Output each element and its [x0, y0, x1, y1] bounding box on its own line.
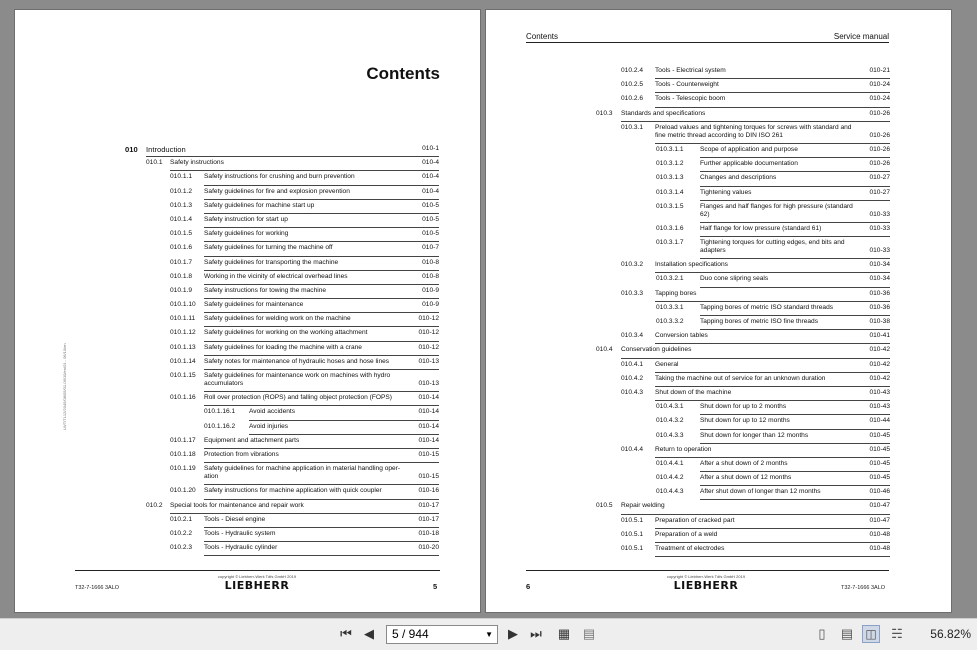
- toc-entry-title: Safety guidelines for loading the machine with a crane: [204, 343, 362, 351]
- toc-entry-title: Safety guidelines for fire and explosion prevention: [204, 187, 350, 195]
- toc-entry-page: 010-4: [422, 159, 439, 167]
- toc-entry-page: 010-15: [418, 473, 439, 481]
- toc-entry-title: Safety guidelines for maintenance work on machines with hydro: [204, 372, 391, 379]
- toc-entry-page: 010-14: [418, 408, 439, 416]
- last-page-icon[interactable]: ⏭: [530, 626, 542, 641]
- toc-entry[interactable]: [596, 401, 890, 415]
- toc-entry-page: 010-45: [869, 474, 890, 482]
- toc-entry-page: 010-34: [869, 261, 890, 269]
- continuous-view-icon[interactable]: ▤: [840, 626, 854, 641]
- toc-entry-page: 010-46: [869, 488, 890, 496]
- toc-entry[interactable]: [125, 463, 439, 485]
- toc-entry[interactable]: [596, 144, 890, 158]
- toc-entry-number: 010.5.1: [621, 530, 643, 538]
- toc-entry-number: 010.1.12: [170, 329, 196, 337]
- toc-entry-page: 010-5: [422, 215, 439, 223]
- toc-entry[interactable]: [596, 223, 890, 237]
- toc-entry-title: Safety guidelines for machine start up: [204, 201, 315, 209]
- toc-entry-page: 010-42: [869, 374, 890, 382]
- header-left: Contents: [526, 32, 559, 41]
- toc-entry-number: 010.1.16.1: [204, 408, 236, 416]
- toc-entry-number: 010.1.13: [170, 343, 196, 351]
- viewer-toolbar: [0, 618, 977, 650]
- toc-entry-number: 010.1: [146, 159, 163, 167]
- toc-entry-title: Conversion tables: [655, 332, 708, 340]
- toc-entry-title: Return to operation: [655, 445, 712, 453]
- toc-entry[interactable]: [125, 542, 439, 556]
- toc-entry-title: Safety guidelines for welding work on the machine: [204, 315, 351, 323]
- print-icon[interactable]: ▤: [582, 626, 596, 641]
- toc-entry-number: 010.3.3.1: [656, 303, 684, 311]
- toc-entry-number: 010.1.11: [170, 315, 196, 323]
- toc-entry-page: 010-16: [418, 487, 439, 495]
- toc-entry-number: 010.1.17: [170, 436, 196, 444]
- toc-entry-page: 010-14: [418, 422, 439, 430]
- toc-entry[interactable]: [125, 528, 439, 542]
- toc-entry-number: 010.1.8: [170, 272, 192, 280]
- toc-entry-title: Duo cone slipring seals: [700, 275, 769, 283]
- toc-entry[interactable]: [596, 108, 890, 122]
- toc-entry-page: 010-41: [869, 332, 890, 340]
- toc-entry-title: Installation specifications: [655, 261, 728, 269]
- two-page-continuous-view-icon[interactable]: ☵: [891, 626, 903, 641]
- toc-entry[interactable]: [596, 273, 890, 287]
- toc-entry-title: Tapping bores of metric ISO fine threads: [700, 318, 819, 325]
- toc-entry-title: Taking the machine out of service for an unknown duration: [655, 374, 826, 382]
- toc-entry-page: 010-13: [418, 357, 439, 365]
- toc-entry-page: 010-24: [869, 81, 890, 89]
- toc-entry[interactable]: [596, 415, 890, 429]
- toc-entry-number: 010.2.6: [621, 95, 643, 103]
- toc-entry-number: 010.4.4.1: [656, 459, 684, 467]
- toc-entry-number: 010.3.3: [621, 289, 643, 297]
- toc-entry[interactable]: [596, 387, 890, 401]
- footer-divider: [526, 570, 889, 571]
- toc-entry[interactable]: [596, 237, 890, 259]
- toc-entry-page: 010-5: [422, 230, 439, 238]
- toc-entry[interactable]: [125, 327, 439, 341]
- toc-entry[interactable]: [596, 158, 890, 172]
- toc-entry-underline: [655, 556, 890, 557]
- toc-entry-page: 010-33: [869, 247, 890, 255]
- page-number: 5: [433, 582, 438, 591]
- toc-entry[interactable]: [596, 201, 890, 223]
- toc-entry-title: Tools - Hydraulic system: [204, 529, 276, 537]
- toc-entry[interactable]: [125, 356, 439, 370]
- toc-entry-title: Safety instruction for start up: [204, 215, 288, 223]
- toc-entry-number: 010.2: [146, 501, 163, 509]
- toc-entry-number: 010.3.1.2: [656, 160, 684, 168]
- toc-entry-number: 010.1.10: [170, 301, 196, 309]
- toc-entry-title: Safety guidelines for transporting the machine: [204, 258, 339, 266]
- toc-entry-page: 010-26: [869, 160, 890, 168]
- toc-entry[interactable]: [125, 485, 439, 499]
- toc-entry-title: Safety instructions for machine application with quick coupler: [204, 487, 382, 495]
- toc-entry[interactable]: [596, 486, 890, 500]
- toc-entry[interactable]: [596, 444, 890, 458]
- toc-entry-page: 010-9: [422, 301, 439, 309]
- left-page: [14, 9, 481, 613]
- toc-entry-number: 010.4.1: [621, 360, 643, 368]
- toc-entry-page: 010-12: [418, 329, 439, 337]
- copyright-notice: copyright © Liebherr-Werk Tdfs GmbH 2019: [666, 574, 746, 579]
- toc-entry-title: Tools - Telescopic boom: [655, 95, 726, 103]
- toc-entry-page: 010-43: [869, 403, 890, 411]
- toc-entry-page: 010-27: [869, 174, 890, 182]
- toc-entry[interactable]: [125, 143, 439, 157]
- toc-entry[interactable]: [125, 157, 439, 171]
- toc-entry-page: 010-21: [869, 67, 890, 74]
- toc-entry-page: 010-5: [422, 201, 439, 209]
- single-page-view-icon[interactable]: ▯: [818, 626, 826, 641]
- toc-entry-page: 010-9: [422, 286, 439, 294]
- toc-entry-number: 010.1.5: [170, 230, 192, 238]
- toc-entry-title: Safety guidelines for working: [204, 230, 289, 238]
- toc-entry-title: Avoid accidents: [249, 408, 296, 416]
- toc-entry[interactable]: [596, 122, 890, 144]
- page-number-select[interactable]: [386, 625, 498, 644]
- toc-entry-number: 010.3.1.3: [656, 174, 684, 182]
- toc-entry-number: 010.4: [596, 346, 613, 354]
- toc-entry-number: 010.5.1: [621, 545, 643, 552]
- toc-entry-title-continued: adapters: [700, 247, 726, 255]
- toc-entry-title: Changes and descriptions: [700, 174, 777, 182]
- toc-entry-title: Further applicable documentation: [700, 160, 798, 168]
- toc-entry-number: 010.3: [596, 109, 613, 117]
- toc-entry[interactable]: [125, 285, 439, 299]
- side-document-code: LWT/TL12/2045/08/05/01-06/10/en/01 - 06/10/en: [62, 343, 67, 430]
- toc-entry-title: Tools - Electrical system: [655, 67, 726, 74]
- toc-entry-page: 010-4: [422, 173, 439, 181]
- toc-entry-title: Scope of application and purpose: [700, 145, 798, 153]
- toc-entry-number: 010.1.15: [170, 372, 196, 379]
- toc-entry-title-continued: 62): [700, 210, 710, 218]
- toc-entry-page: 010-27: [869, 188, 890, 196]
- toc-entry[interactable]: [125, 171, 439, 185]
- toc-entry[interactable]: [125, 449, 439, 463]
- toc-entry[interactable]: [125, 514, 439, 528]
- toc-entry-title: Safety guidelines for maintenance: [204, 301, 304, 309]
- toc-entry-number: 010.1.2: [170, 187, 192, 195]
- toc-entry-page: 010-15: [418, 450, 439, 458]
- toc-entry-title: After shut down of longer than 12 months: [700, 488, 821, 496]
- toc-entry-number: 010: [125, 145, 138, 154]
- toc-entry-title: Safety notes for maintenance of hydraulic hoses and hose lines: [204, 357, 390, 365]
- toc-entry[interactable]: [125, 370, 439, 392]
- toc-entry-number: 010.4.4.3: [656, 488, 684, 496]
- table-of-contents: [596, 65, 890, 557]
- toc-entry-number: 010.1.9: [170, 286, 192, 294]
- toc-entry-number: 010.1.18: [170, 450, 196, 458]
- toc-entry-title: After a shut down of 12 months: [700, 474, 792, 482]
- toc-entry-page: 010-4: [422, 187, 439, 195]
- toc-entry[interactable]: [125, 392, 439, 406]
- toc-entry[interactable]: [596, 543, 890, 557]
- toc-entry-page: 010-17: [418, 515, 439, 523]
- toc-entry-title: Safety guidelines for working on the working attachment: [204, 329, 368, 337]
- toc-entry-number: 010.1.16.2: [204, 422, 236, 430]
- toc-entry[interactable]: [596, 316, 890, 330]
- toc-entry[interactable]: [596, 373, 890, 387]
- toc-entry-title: Safety instructions for towing the machine: [204, 286, 327, 294]
- toc-entry-page: 010-48: [869, 545, 890, 552]
- toc-entry-page: 010-14: [418, 394, 439, 402]
- table-of-contents: [125, 143, 439, 556]
- toc-entry-page: 010-42: [869, 346, 890, 354]
- toc-entry-page: 010-24: [869, 95, 890, 103]
- first-page-icon[interactable]: ⏮: [340, 626, 352, 641]
- toc-entry-number: 010.2.5: [621, 81, 643, 89]
- toc-entry-number: 010.2.2: [170, 529, 192, 537]
- doc-code: T32-7-1666 3ALO: [841, 585, 886, 591]
- next-page-icon[interactable]: ▶: [508, 626, 518, 641]
- toc-entry-title-continued: ation: [204, 473, 219, 481]
- toc-entry-page: 010-8: [422, 272, 439, 280]
- toc-entry-number: 010.4.4: [621, 445, 643, 453]
- toc-entry[interactable]: [596, 344, 890, 358]
- toc-entry[interactable]: [125, 500, 439, 514]
- toc-entry-page: 010-1: [422, 145, 439, 152]
- toc-entry[interactable]: [125, 313, 439, 327]
- toc-entry-page: 010-45: [869, 431, 890, 439]
- header-right: Service manual: [833, 32, 889, 41]
- toc-entry-title: Safety guidelines for turning the machine off: [204, 244, 333, 252]
- toc-entry-number: 010.1.19: [170, 465, 196, 473]
- toc-entry-title-continued: fine metric thread according to DIN ISO 261: [655, 131, 783, 139]
- page-title: Contents: [366, 64, 440, 83]
- toc-entry-title: Preparation of a weld: [655, 530, 718, 538]
- toc-entry-number: 010.3.1.1: [656, 145, 684, 153]
- toc-entry[interactable]: [125, 421, 439, 435]
- toc-entry[interactable]: [125, 242, 439, 256]
- toc-entry-title: General: [655, 360, 679, 368]
- toc-entry[interactable]: [596, 79, 890, 93]
- toc-entry-page: 010-14: [418, 436, 439, 444]
- toc-entry-title: Safety instructions for crushing and burn prevention: [204, 173, 355, 181]
- toc-entry-title: Working in the vicinity of electrical overhead lines: [204, 272, 348, 280]
- toc-entry-title: Tools - Counterweight: [655, 81, 719, 89]
- page-number: 6: [526, 582, 531, 591]
- two-page-view-icon[interactable]: ◫: [862, 625, 880, 643]
- toc-entry-title: Roll over protection (ROPS) and falling object protection (FOPS): [204, 394, 393, 402]
- toc-entry-number: 010.1.6: [170, 244, 192, 252]
- toc-entry-title: Tapping bores of metric ISO standard threads: [700, 303, 834, 311]
- toc-entry-number: 010.4.3.2: [656, 417, 684, 425]
- toc-entry-page: 010-7: [422, 244, 439, 252]
- toc-entry[interactable]: [125, 200, 439, 214]
- toc-entry-page: 010-12: [418, 343, 439, 351]
- toc-entry-title: Tools - Diesel engine: [204, 515, 266, 523]
- toc-entry-title: Avoid injuries: [249, 422, 289, 430]
- toc-entry[interactable]: [596, 500, 890, 514]
- toc-entry-number: 010.4.3.1: [656, 403, 684, 411]
- toc-entry-title: Preparation of cracked part: [655, 516, 735, 524]
- liebherr-logo: LIEBHERR: [224, 579, 290, 592]
- toc-entry-number: 010.5: [596, 502, 613, 510]
- toc-entry-number: 010.1.1: [170, 173, 192, 181]
- toc-entry-number: 010.1.20: [170, 487, 196, 495]
- toc-entry-title: Tools - Hydraulic cylinder: [204, 544, 278, 552]
- toc-entry-page: 010-45: [869, 459, 890, 467]
- toc-entry[interactable]: [125, 406, 439, 420]
- toc-entry-number: 010.2.1: [170, 515, 192, 523]
- toc-entry-page: 010-26: [869, 109, 890, 117]
- toc-entry-title: Shut down for up to 12 months: [700, 417, 790, 425]
- toc-entry[interactable]: [125, 435, 439, 449]
- toc-entry-page: 010-38: [869, 318, 890, 325]
- toc-entry-title: Special tools for maintenance and repair work: [170, 501, 304, 509]
- toc-entry-title: Flanges and half flanges for high pressure (standard: [700, 202, 853, 210]
- toc-entry-page: 010-36: [869, 289, 890, 297]
- toc-entry-number: 010.4.3.3: [656, 431, 684, 439]
- toc-entry-title: Shut down for up to 2 months: [700, 403, 787, 411]
- header-divider: [526, 42, 889, 43]
- toc-entry-page: 010-36: [869, 303, 890, 311]
- toc-entry-page: 010-48: [869, 530, 890, 538]
- toc-entry-number: 010.3.1.5: [656, 202, 684, 210]
- zoom-level[interactable]: 56.82%: [930, 627, 971, 641]
- toc-entry[interactable]: [125, 228, 439, 242]
- toc-entry-title: Shut down of the machine: [655, 388, 732, 396]
- toc-entry-number: 010.1.4: [170, 215, 192, 223]
- toc-entry-title: Introduction: [146, 145, 186, 154]
- copyright-notice: copyright © Liebherr-Werk Tdfs GmbH 2019: [217, 574, 297, 579]
- previous-page-icon[interactable]: ◀: [364, 626, 374, 641]
- toc-entry-title: Tapping bores: [655, 289, 697, 297]
- toc-entry-number: 010.5.1: [621, 516, 643, 524]
- toc-entry-page: 010-8: [422, 258, 439, 266]
- toc-entry[interactable]: [125, 271, 439, 285]
- toc-entry-page: 010-44: [869, 417, 890, 425]
- toc-entry[interactable]: [596, 172, 890, 186]
- toc-entry-number: 010.3.4: [621, 332, 643, 340]
- toc-entry-page: 010-20: [418, 544, 439, 552]
- toc-entry-number: 010.3.2: [621, 261, 643, 269]
- toc-entry[interactable]: [596, 472, 890, 486]
- toc-entry[interactable]: [125, 214, 439, 228]
- toc-entry-page: 010-45: [869, 445, 890, 453]
- toc-entry[interactable]: [596, 430, 890, 444]
- toc-entry[interactable]: [596, 359, 890, 373]
- toc-entry-number: 010.2.3: [170, 544, 192, 552]
- toc-entry-title: Equipment and attachment parts: [204, 436, 300, 444]
- toc-entry-title: Safety guidelines for machine application in material handling oper-: [204, 465, 401, 473]
- export-icon[interactable]: ▦: [557, 626, 571, 641]
- toc-entry-title: Tightening torques for cutting edges, end bits and: [700, 239, 845, 247]
- toc-entry-underline: [204, 555, 439, 556]
- toc-entry[interactable]: [596, 65, 890, 79]
- toc-entry-page: 010-13: [418, 380, 439, 387]
- toc-entry[interactable]: [596, 529, 890, 543]
- toc-entry-number: 010.4.3: [621, 388, 643, 396]
- toc-entry-page: 010-33: [869, 224, 890, 232]
- toc-entry-page: 010-47: [869, 502, 890, 510]
- chevron-down-icon[interactable]: ▼: [485, 630, 493, 639]
- toc-entry-number: 010.4.4.2: [656, 474, 684, 482]
- footer-divider: [75, 570, 440, 571]
- doc-code: T32-7-1666 3ALO: [75, 585, 120, 591]
- liebherr-logo: LIEBHERR: [673, 579, 739, 592]
- toc-entry-title: Conservation guidelines: [621, 346, 692, 354]
- toc-entry[interactable]: [596, 302, 890, 316]
- toc-entry-number: 010.1.7: [170, 258, 192, 266]
- toc-entry-title: Treatment of electrodes: [655, 545, 725, 552]
- toc-entry[interactable]: [596, 330, 890, 344]
- toc-entry[interactable]: [125, 342, 439, 356]
- toc-entry-title: Half flange for low pressure (standard 61): [700, 224, 822, 232]
- toc-entry[interactable]: [125, 299, 439, 313]
- toc-entry[interactable]: [596, 515, 890, 529]
- toc-entry-title: Tightening values: [700, 188, 752, 196]
- page-number-value: 5 / 944: [392, 627, 429, 641]
- toc-entry-title: After a shut down of 2 months: [700, 459, 788, 467]
- toc-entry-number: 010.1.3: [170, 201, 192, 209]
- toc-entry[interactable]: [596, 288, 890, 302]
- toc-entry-number: 010.3.3.2: [656, 318, 684, 325]
- toc-entry-page: 010-47: [869, 516, 890, 524]
- toc-entry-title-continued: accumulators: [204, 380, 244, 387]
- toc-entry-number: 010.3.1.7: [656, 239, 684, 247]
- toc-entry-title: Shut down for longer than 12 months: [700, 431, 809, 439]
- toc-entry-number: 010.2.4: [621, 67, 643, 74]
- toc-entry-number: 010.1.14: [170, 357, 196, 365]
- toc-entry[interactable]: [125, 186, 439, 200]
- toc-entry[interactable]: [596, 187, 890, 201]
- toc-entry-page: 010-33: [869, 210, 890, 218]
- toc-entry-page: 010-42: [869, 360, 890, 368]
- toc-entry[interactable]: [596, 259, 890, 273]
- toc-entry[interactable]: [125, 257, 439, 271]
- toc-entry-page: 010-26: [869, 131, 890, 139]
- toc-entry-number: 010.3.1: [621, 123, 643, 131]
- toc-entry-page: 010-34: [869, 275, 890, 283]
- right-page: [485, 9, 952, 613]
- toc-entry-number: 010.3.1.6: [656, 224, 684, 232]
- toc-entry-page: 010-17: [418, 501, 439, 509]
- toc-entry-number: 010.3.1.4: [656, 188, 684, 196]
- toc-entry-title: Repair welding: [621, 502, 665, 510]
- toc-entry-number: 010.1.16: [170, 394, 196, 402]
- toc-entry[interactable]: [596, 93, 890, 107]
- toc-entry-title: Preload values and tightening torques for screws with standard and: [655, 123, 852, 131]
- toc-entry-page: 010-18: [418, 529, 439, 537]
- toc-entry-title: Standards and specifications: [621, 109, 706, 117]
- toc-entry-page: 010-26: [869, 145, 890, 153]
- toc-entry-title: Protection from vibrations: [204, 450, 279, 458]
- toc-entry-page: 010-43: [869, 388, 890, 396]
- toc-entry-page: 010-12: [418, 315, 439, 323]
- toc-entry-number: 010.3.2.1: [656, 275, 684, 283]
- toc-entry[interactable]: [596, 458, 890, 472]
- toc-entry-number: 010.4.2: [621, 374, 643, 382]
- toc-entry-title: Safety instructions: [170, 159, 224, 167]
